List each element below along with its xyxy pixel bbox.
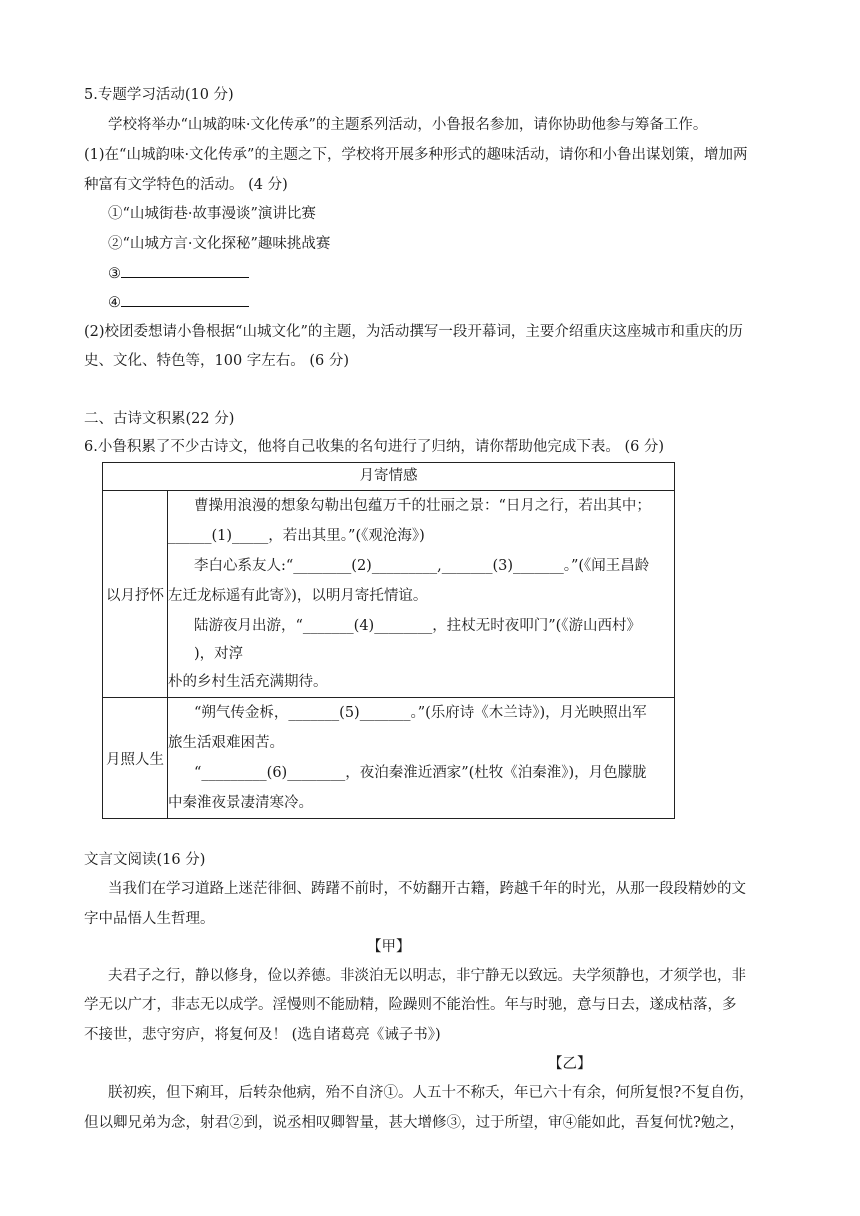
poem-line: )，对淳	[194, 646, 244, 662]
poem-line: 中秦淮夜景凄清寒冷。	[168, 795, 313, 811]
poem-line: 朴的乡村生活充满期待。	[168, 674, 328, 690]
q5-item-4-number: ④	[108, 295, 121, 311]
answer-blank-4[interactable]	[121, 292, 249, 307]
jia-line3: 不接世，悲守穷庐，将复何及！ (选自诸葛亮《诫子书》)	[84, 1027, 441, 1043]
q5-part1-line2: 种富有文学特色的活动。 (4 分)	[84, 177, 288, 193]
q5-part2-line2: 史、文化、特色等，100 字左右。 (6 分)	[84, 353, 350, 369]
q5-item-2: ②“山城方言·文化探秘”趣味挑战赛	[108, 236, 331, 252]
table-header: 月寄情感	[103, 463, 675, 491]
passage-yi-label: 【乙】	[548, 1056, 592, 1072]
row-content-moon-feelings	[168, 491, 675, 698]
jia-line2: 学无以广才，非志无以成学。淫慢则不能励精，险躁则不能治性。年与时驰，意与日去，遂成枯落，多	[84, 997, 737, 1013]
poem-line: 陆游夜月出游，“_______(4)________，拄杖无时夜叩门”(《游山西村》	[194, 618, 642, 634]
section2-title: 二、古诗文积累(22 分)	[84, 411, 235, 427]
passage-jia-label: 【甲】	[367, 939, 411, 955]
q6-prompt: 6.小鲁积累了不少古诗文，他将自己收集的名句进行了归纳，请你帮助他完成下表。 (6 分)	[84, 439, 665, 455]
jia-line1: 夫君子之行，静以修身，俭以养德。非淡泊无以明志，非宁静无以致远。夫学须静也，才须学也，非	[108, 968, 746, 984]
q5-intro: 学校将举办“山城韵味·文化传承”的主题系列活动，小鲁报名参加，请你协助他参与筹备工作。	[108, 117, 708, 133]
classical-title: 文言文阅读(16 分)	[84, 852, 206, 868]
q5-item-3	[108, 263, 249, 284]
poem-line: ______(1)_____，若出其里。”(《观沧海》)	[168, 528, 425, 544]
q5-title: 5.专题学习活动(10 分)	[84, 87, 234, 103]
q5-item-3-number: ③	[108, 266, 121, 282]
row-label-moon-life: 月照人生	[103, 698, 168, 819]
q5-item-4	[108, 292, 249, 313]
poem-line: “_________(6)________，夜泊秦淮近酒家”(杜牧《泊秦淮》)，月色朦胧	[194, 765, 647, 781]
yi-line1: 朕初疾，但下痢耳，后转杂他病，殆不自济①。人五十不称夭，年已六十有余，何所复恨?不复自伤，	[108, 1085, 754, 1101]
yi-line2: 但以卿兄弟为念，射君②到，说丞相叹卿智量，甚大增修③，过于所望，审④能如此，吾复何忧?勉之，	[84, 1115, 745, 1131]
q5-part2-line1: (2)校团委想请小鲁根据“山城文化”的主题，为活动撰写一段开幕词，主要介绍重庆这座城市和重庆的历	[84, 324, 743, 340]
q5-item-1: ①“山城街巷·故事漫谈”演讲比赛	[108, 206, 316, 222]
poem-table	[102, 462, 675, 819]
answer-blank-3[interactable]	[121, 263, 249, 278]
q5-part1-line1: (1)在“山城韵味·文化传承”的主题之下，学校将开展多种形式的趣味活动，请你和小鲁出谋划策，增加两	[84, 147, 748, 163]
row-content-moon-life	[168, 698, 675, 819]
row-label-moon-feelings: 以月抒怀	[103, 491, 168, 698]
classical-intro-line2: 字中品悟人生哲理。	[84, 911, 215, 927]
poem-line: “朔气传金柝，_______(5)_______。”(乐府诗《木兰诗》)，月光映照出军	[194, 705, 647, 721]
poem-line: 旅生活艰难困苦。	[168, 735, 284, 751]
poem-line: 曹操用浪漫的想象勾勒出包蕴万千的壮丽之景：“日月之行，若出其中；	[194, 498, 651, 514]
poem-line: 李白心系友人:“________(2)_________,_______(3)_______。”(《闻王昌龄	[194, 558, 650, 574]
poem-line: 左迁龙标遥有此寄》)，以明月寄托情谊。	[168, 588, 428, 604]
classical-intro-line1: 当我们在学习道路上迷茫徘徊、踌躇不前时，不妨翻开古籍，跨越千年的时光，从那一段段精妙的文	[108, 881, 746, 897]
